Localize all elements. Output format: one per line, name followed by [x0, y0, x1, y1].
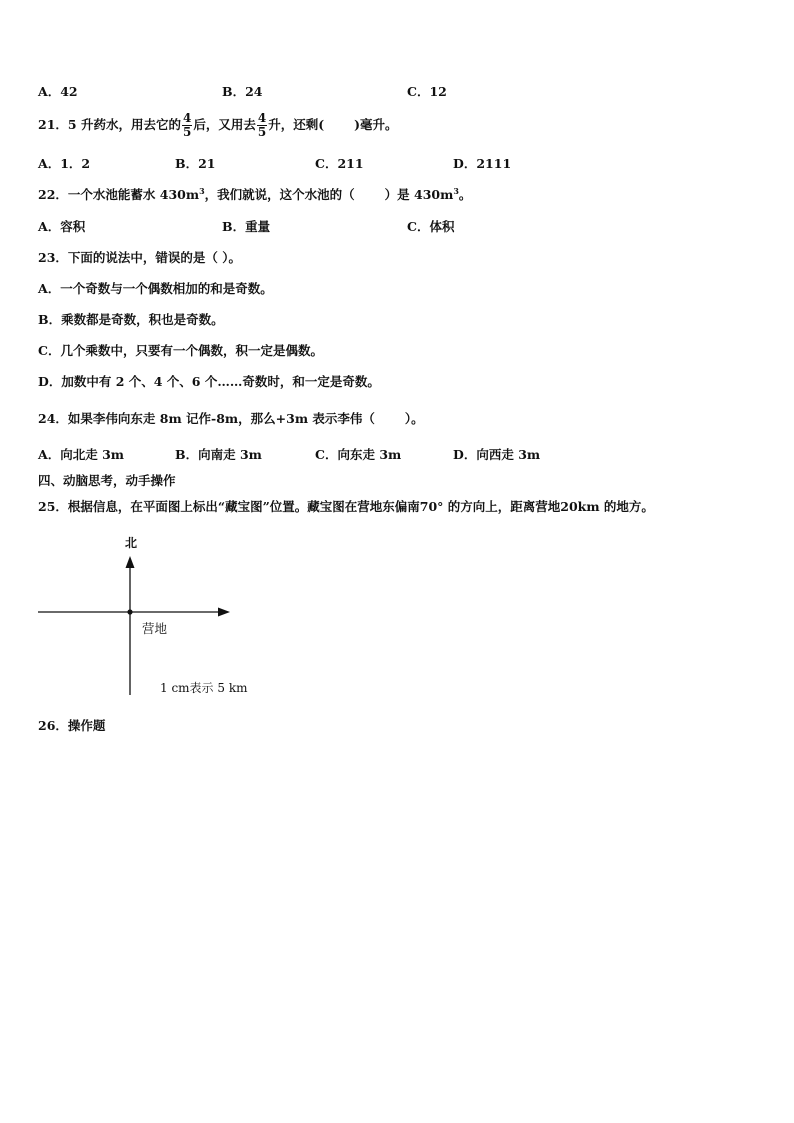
q24-option-c: C．向东走 3m	[315, 447, 402, 462]
section-4-heading: 四、动脑思考，动手操作	[38, 473, 176, 488]
q24-option-d: D．向西走 3m	[453, 447, 541, 462]
q20-option-b: B．24	[222, 84, 263, 99]
origin-point	[127, 609, 132, 614]
east-arrow-icon	[218, 608, 230, 617]
q21-fraction-1: $\frac{4}{5}$	[182, 111, 192, 139]
q22-option-a: A．容积	[38, 219, 86, 234]
q21-fraction-2: $\frac{4}{5}$	[257, 111, 267, 139]
q20-option-a: A．42	[38, 84, 78, 99]
q21-option-d: D．2111	[453, 156, 512, 171]
q24-option-b: B．向南走 3m	[175, 447, 262, 462]
q21-option-c: C．211	[315, 156, 364, 171]
origin-label: 营地	[142, 621, 168, 636]
direction-diagram	[30, 530, 260, 700]
q23-option-c: C．几个乘数中，只要有一个偶数，积一定是偶数。	[38, 343, 323, 358]
north-label: 北	[125, 536, 138, 550]
q23-option-d: D．加数中有 2 个、4 个、6 个……奇数时，和一定是奇数。	[38, 374, 380, 389]
q22-stem: 22．一个水池能蓄水 $430m^3$，我们就说，这个水池的（ ）是 $430m^3$。	[38, 185, 472, 202]
q23-stem: 23．下面的说法中，错误的是（ ）。	[38, 250, 241, 265]
q25-stem: 25．根据信息，在平面图上标出“藏宝图”位置。藏宝图在营地东偏南70° 的方向上，距离营地20km 的地方。	[38, 499, 654, 514]
q23-option-a: A．一个奇数与一个偶数相加的和是奇数。	[38, 281, 273, 296]
q24-option-a: A．向北走 3m	[38, 447, 124, 462]
q22-option-b: B．重量	[222, 219, 271, 234]
q21-option-a: A．1．2	[38, 156, 91, 171]
scale-label: 1 cm表示 5 km	[160, 681, 248, 695]
q23-option-b: B．乘数都是奇数，积也是奇数。	[38, 312, 224, 327]
q24-stem: 24．如果李伟向东走 8m 记作-8m，那么+3m 表示李伟（ ）。	[38, 411, 424, 426]
q21-stem: 21．5 升药水，用去它的 $\frac{4}{5}$ 后，又用去 $\frac{4}{5}$ 升，还剩( )毫升。	[38, 111, 398, 139]
q21-option-b: B．21	[175, 156, 216, 171]
q22-option-c: C．体积	[407, 219, 455, 234]
q26-stem: 26．操作题	[38, 718, 106, 733]
north-arrow-icon	[126, 556, 135, 568]
q20-option-c: C．12	[407, 84, 447, 99]
